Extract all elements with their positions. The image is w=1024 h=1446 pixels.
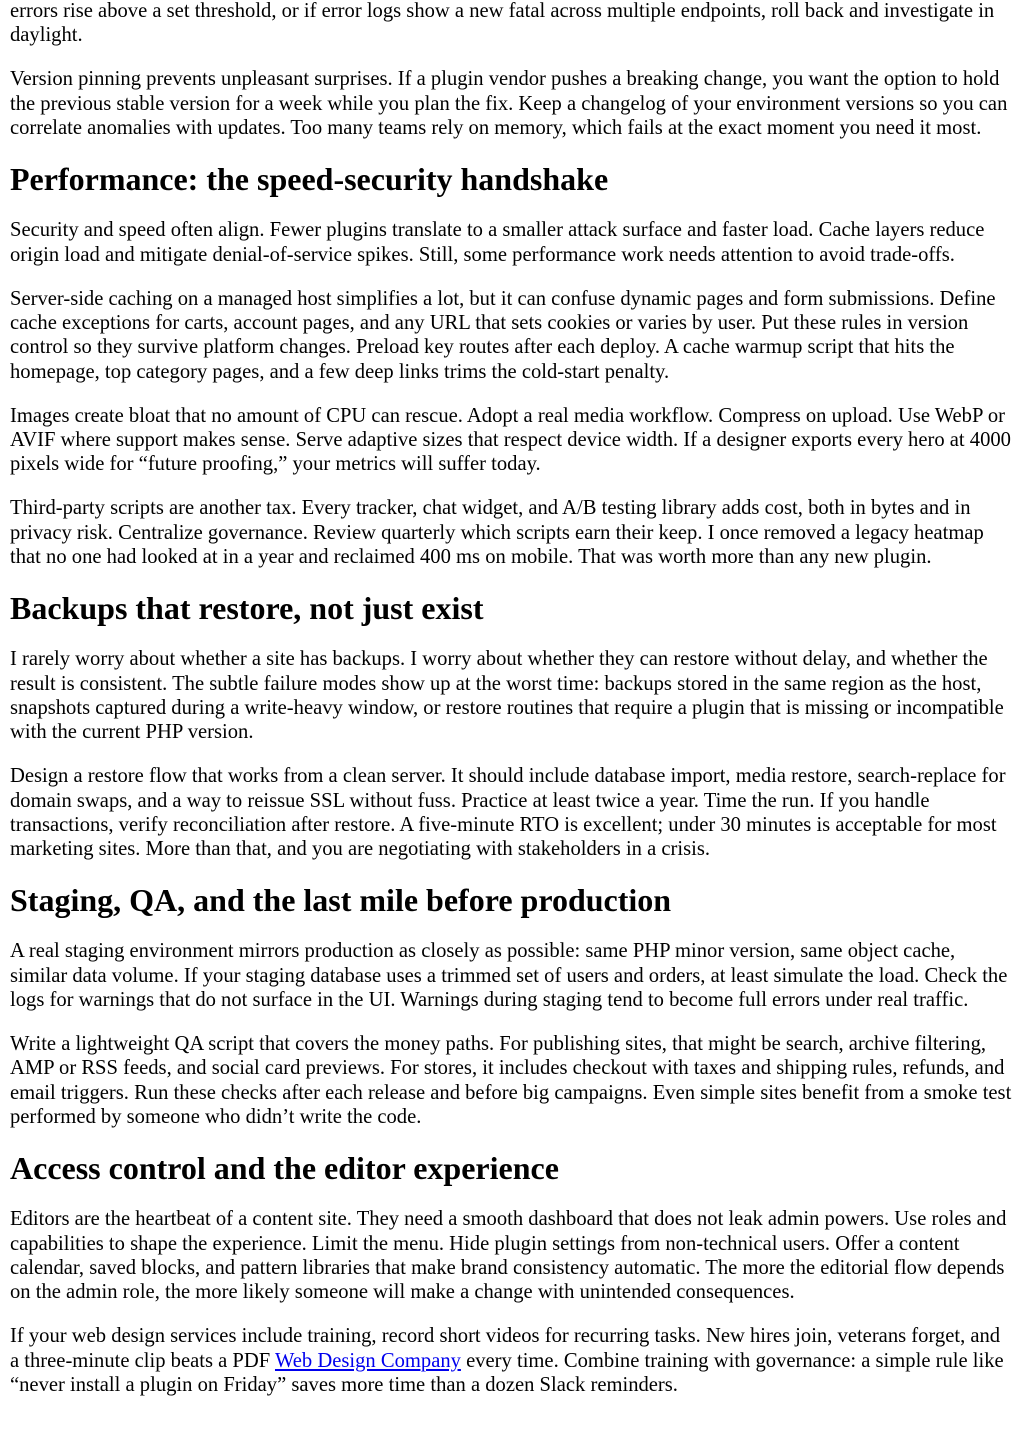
article-paragraph: Version pinning prevents unpleasant surprises. If a plugin vendor pushes a breaking change, you want the option to hold the previous stable version for a week while you plan the fix. Keep a changelog of your environment versions so you can correlate anomalies with updates. Too many teams rely on memory, which fails at the exact moment you need it most. <box>10 68 1008 139</box>
article-paragraph: Images create bloat that no amount of CPU can rescue. Adopt a real media workflow. Compress on upload. Use WebP or AVIF where support makes sense. Serve adaptive sizes that respect device width. If a designer exports every hero at 4000 pixels wide for “future proofing,” your metrics will suffer today. <box>10 404 1011 476</box>
heading-access-control: Access control and the editor experience <box>10 1150 559 1187</box>
web-design-company-link[interactable]: Web Design Company <box>274 1349 461 1372</box>
article-paragraph: A real staging environment mirrors production as closely as possible: same PHP minor version, same object cache, similar data volume. If your staging database uses a trimmed set of users and orders, at least simulate the load. Check the logs for warnings that do not surface in the UI. Warnings during staging tend to become full errors under real traffic. <box>10 940 1008 1011</box>
article-paragraph: Security and speed often align. Fewer plugins translate to a smaller attack surface and faster load. Cache layers reduce origin load and mitigate denial-of-service spikes. Still, some performance work needs attention to avoid trade-offs. <box>10 219 985 266</box>
article-paragraph: Server-side caching on a managed host simplifies a lot, but it can confuse dynamic pages and form submissions. Define cache exceptions for carts, account pages, and any URL that sets cookies or varies by user. Put these rules in version control so they survive platform changes. Preload key routes after each deploy. A cache warmup script that hits the homepage, top category pages, and a few deep links trims the cold-start penalty. <box>10 287 996 383</box>
paragraph-text: If your web design services include training, record short videos for recurring tasks. New hires join, veterans forget, and a three-minute clip beats a PDF <box>10 1325 1001 1372</box>
heading-staging-qa: Staging, QA, and the last mile before production <box>10 882 672 919</box>
article-paragraph: Design a restore flow that works from a clean server. It should include database import, media restore, search-replace for domain swaps, and a way to reissue SSL without fuss. Practice at least twice a year. Time the run. If you handle transactions, verify reconciliation after restore. A five-minute RTO is excellent; under 30 minutes is acceptable for most marketing sites. More than that, and you are negotiating with stakeholders in a crisis. <box>10 765 1006 861</box>
article-paragraph: Third-party scripts are another tax. Every tracker, chat widget, and A/B testing library adds cost, both in bytes and in privacy risk. Centralize governance. Review quarterly which scripts earn their keep. I once removed a legacy heatmap that no one had looked at in a year and reclaimed 400 ms on mobile. That was worth more than any new plugin. <box>10 497 984 568</box>
article-paragraph: Write a lightweight QA script that covers the money paths. For publishing sites, that might be search, archive filtering, AMP or RSS feeds, and social card previews. For stores, it includes checkout with taxes and shipping rules, refunds, and email triggers. Run these checks after each release and before big campaigns. Even simple sites benefit from a smoke test performed by someone who didn’t write the code. <box>10 1033 1012 1128</box>
heading-backups: Backups that restore, not just exist <box>10 590 484 627</box>
paragraph-text: every time. Combine training with governance: a simple rule like “never install a plugin on Friday” saves more time than a dozen Slack reminders. <box>10 1349 1004 1396</box>
article-paragraph: I rarely worry about whether a site has backups. I worry about whether they can restore without delay, and whether the result is consistent. The subtle failure modes show up at the worst time: backups stored in the same region as the host, snapshots captured during a write-heavy window, or restore routines that require a plugin that is missing or incompatible with the current PHP version. <box>10 648 1004 744</box>
article-paragraph: errors rise above a set threshold, or if error logs show a new fatal across multiple endpoints, roll back and investigate in daylight. <box>10 0 995 47</box>
article-paragraph: Editors are the heartbeat of a content site. They need a smooth dashboard that does not leak admin powers. Use roles and capabilities to shape the experience. Limit the menu. Hide plugin settings from non-technical users. Offer a content calendar, saved blocks, and pattern libraries that make brand consistency automatic. The more the editorial flow depends on the admin role, the more likely someone will make a change with unintended consequences. <box>10 1208 1007 1304</box>
heading-performance: Performance: the speed-security handshake <box>10 161 609 198</box>
article-paragraph <box>10 1324 1014 1397</box>
